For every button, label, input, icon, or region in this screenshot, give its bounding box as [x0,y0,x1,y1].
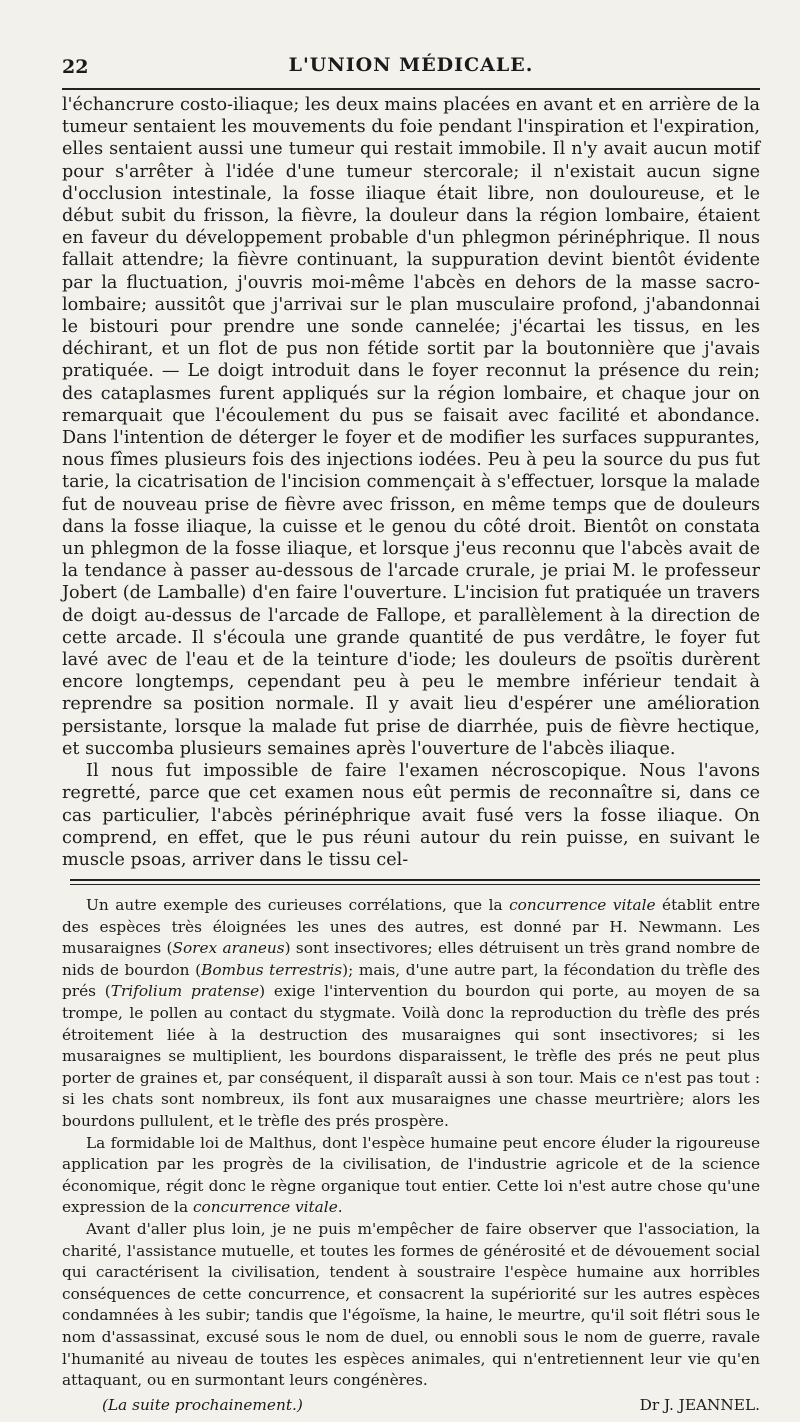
signature-line [62,1396,760,1422]
page-number: 22 [62,56,89,78]
author-signature: Dr J. JEANNEL. [639,1395,760,1414]
footnote-paragraph: Avant d'aller plus loin, je ne puis m'empêcher de faire observer que l'association, la charité, l'assistance mutuelle, et toutes les formes de générosité et de dévouement social qui caractérisent la civilisation, tendent à soustraire l'espèce humaine aux horribles conséquences de cette concurrence, et consacrent la supériorité sur les autres espèces condamnées à les subir; tandis que l'égoïsme, la haine, le meurtre, qu'il soit flétri sous le nom d'assassinat, excusé sous le nom de duel, ou ennobli sous le nom de guerre, ravale l'humanité au niveau de toutes les espèces animales, qui n'entretiennent leur vie qu'en attaquant, ou en surmontant leurs congénères. [62,1220,760,1390]
footnote-paragraph: Un autre exemple des curieuses corrélations, que la concurrence vitale établit entre des espèces très éloignées les unes des autres, est donné par H. Newmann. Les musaraignes (Sorex araneus) sont insectivores; elles détruisent un très grand nombre de nids de bourdon (Bombus terrestris); mais, d'une autre part, la fécondation du trèfle des prés (Trifolium pratense) exige l'intervention du bourdon qui porte, au moyen de sa trompe, le pollen au contact du stygmate. Voilà donc la reproduction du trèfle des prés étroitement liée à la destruction des musaraignes qui sont insectivores; si les musaraignes se multiplient, les bourdons disparaissent, le trèfle des prés ne peut plus porter de graines et, par conséquent, il disparaît aussi à son tour. Mais ce n'est pas tout : si les chats sont nombreux, ils font aux musaraignes une chasse meurtrière; alors les bourdons pullulent, et le trèfle des prés prospère. [62,896,761,1131]
footnote-paragraph: La formidable loi de Malthus, dont l'espèce humaine peut encore éluder la rigoureuse application par les progrès de la civilisation, de l'industrie agricole et de la science économique, régit donc le règne organique tout entier. Cette loi n'est autre chose qu'une expression de la concurrence vitale. [62,1133,760,1217]
body-paragraph: l'échancrure costo-iliaque; les deux mains placées en avant et en arrière de la tumeur sentaient les mouvements du foie pendant l'inspiration et l'expiration, elles sentaient aussi une tumeur qui restait immobile. Il n'y avait aucun motif pour s'arrêter à l'idée d'une tumeur stercorale; il n'existait aucun signe d'occlusion intestinale, la fosse iliaque était libre, non douloureuse, et le début subit du frisson, la fièvre, la douleur dans la région lombaire, étaient en faveur du développement probable d'un phlegmon périnéphrique. Il nous fallait attendre; la fièvre continuant, la suppuration devint bientôt évidente par la fluctuation, j'ouvris moi-même l'abcès en dehors de la masse sacro-lombaire; aussitôt que j'arrivai sur le plan musculaire profond, j'abandonnai le bistouri pour prendre une sonde cannelée; j'écartai les tissus, en les déchirant, et un flot de pus non fétide sortit par la boutonnière que j'avais pratiquée. — Le doigt introduit dans le foyer reconnut la présence du rein; des cataplasmes furent appliqués sur la région lombaire, et chaque jour on remarquait que l'écoulement du pus se faisait avec facilité et abondance. Dans l'intention de déterger le foyer et de modifier les surfaces suppurantes, nous fîmes plusieurs fois des injections iodées. Peu à peu la source du pus fut tarie, la cicatrisation de l'incision commençait à s'effectuer, lorsque la malade fut de nouveau prise de fièvre avec frisson, en même temps que de douleurs dans la fosse iliaque, la cuisse et le genou du côté droit. Bientôt on constata un phlegmon de la fosse iliaque, et lorsque j'eus reconnu que l'abcès avait de la tendance à passer au-dessous de l'arcade crurale, je priai M. le professeur Jobert (de Lamballe) d'en faire l'ouverture. L'incision fut pratiquée un travers de doigt au-dessus de l'arcade de Fallope, et parallèlement à la direction de cette arcade. Il s'écoula une grande quantité de pus verdâtre, le foyer fut lavé avec de l'eau et de la teinture d'iode; les douleurs de psoïtis durèrent encore longtemps, cependant peu à peu le membre inférieur tendait à reprendre sa position normale. Il y avait lieu d'espérer une amélioration persistante, lorsque la malade fut prise de diarrhée, puis de fièvre hectique, et succomba plusieurs semaines après l'ouverture de l'abcès iliaque. [62,95,760,759]
page-header [62,48,760,78]
footnote-block [62,895,760,1392]
footnote-separator [70,879,760,885]
body-paragraph: Il nous fut impossible de faire l'examen nécroscopique. Nous l'avons regretté, parce que cet examen nous eût permis de reconnaître si, dans ce cas particulier, l'abcès périnéphrique avait fusé vers la fosse iliaque. On comprend, en effet, que le pus réuni autour du rein puisse, en suivant le muscle psoas, arriver dans le tissu cel- [62,761,760,870]
main-text [62,94,760,871]
header-rule [62,88,760,90]
running-title: L'UNION MÉDICALE. [288,54,534,76]
continuation-note: (La suite prochainement.) [102,1395,303,1414]
